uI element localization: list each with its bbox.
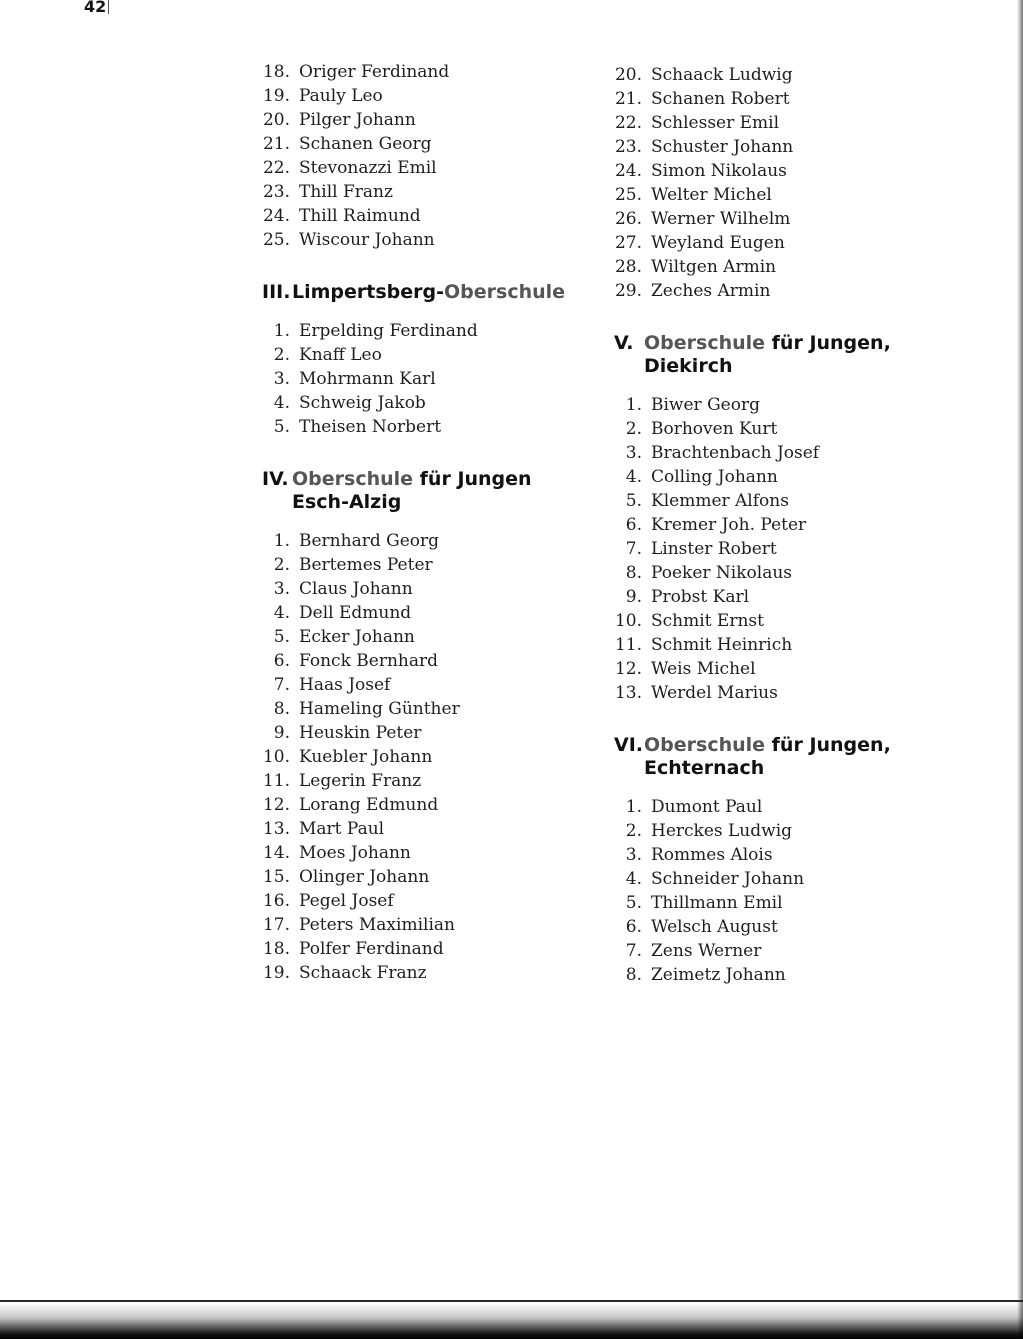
list-item-number: 27. — [614, 233, 642, 253]
list-item-name: Kremer Joh. Peter — [651, 515, 807, 535]
list-item-name: Moes Johann — [299, 843, 411, 863]
list-item-name: Dumont Paul — [651, 797, 763, 817]
list-item-number: 1. — [273, 531, 290, 551]
list-item-number: 17. — [262, 915, 290, 935]
list-item — [610, 585, 950, 609]
list-item-number: 4. — [273, 603, 290, 623]
list-item-number: 7. — [625, 539, 642, 559]
section-title-bold: für Jungen — [413, 468, 532, 490]
list-item — [610, 843, 950, 867]
list-item-number: 2. — [273, 345, 290, 365]
list-item — [258, 721, 578, 745]
list-item-name: Welter Michel — [651, 185, 772, 205]
list-item — [258, 415, 578, 439]
list-item-name: Stevonazzi Emil — [299, 158, 437, 178]
list-item — [610, 159, 950, 183]
list-item-name: Fonck Bernhard — [299, 651, 438, 671]
section-v-heading — [610, 332, 950, 378]
list-item — [258, 84, 578, 108]
list-item-name: Kuebler Johann — [299, 747, 433, 767]
section-iii-heading — [258, 281, 578, 304]
list-item-name: Biwer Georg — [651, 395, 760, 415]
list-item — [258, 577, 578, 601]
list-item-number: 20. — [614, 65, 642, 85]
section-title-colored: Oberschule — [644, 332, 766, 354]
list-item — [610, 915, 950, 939]
list-item-number: 13. — [614, 683, 642, 703]
list-item-name: Klemmer Alfons — [651, 491, 789, 511]
list-item-number: 1. — [625, 395, 642, 415]
list-item — [258, 961, 578, 985]
list-item — [258, 769, 578, 793]
list-item-number: 2. — [273, 555, 290, 575]
list-item-number: 28. — [614, 257, 642, 277]
list-item-name: Wiscour Johann — [299, 230, 435, 250]
list-item — [610, 609, 950, 633]
list-item-number: 9. — [625, 587, 642, 607]
list-item-name: Knaff Leo — [299, 345, 382, 365]
list-item-name: Bertemes Peter — [299, 555, 433, 575]
page-number: 42 — [84, 0, 107, 16]
list-item-number: 24. — [262, 206, 290, 226]
list-item-name: Brachtenbach Josef — [651, 443, 820, 463]
list-item — [258, 180, 578, 204]
list-item — [258, 865, 578, 889]
list-item-number: 16. — [262, 891, 290, 911]
list-item-name: Theisen Norbert — [299, 417, 442, 437]
section-vi-heading — [610, 734, 950, 780]
left-column — [258, 60, 578, 985]
list-item-name: Legerin Franz — [299, 771, 422, 791]
list-item-number: 6. — [625, 917, 642, 937]
list-item-name: Thillmann Emil — [651, 893, 783, 913]
list-item-number: 12. — [614, 659, 642, 679]
list-item — [258, 889, 578, 913]
list-item-name: Weyland Eugen — [651, 233, 785, 253]
list-item — [258, 391, 578, 415]
list-item-number: 5. — [625, 893, 642, 913]
list-item-number: 13. — [262, 819, 290, 839]
list-item-name: Pauly Leo — [299, 86, 383, 106]
list-item-name: Zeches Armin — [651, 281, 771, 301]
list-item-number: 22. — [262, 158, 290, 178]
list-item — [258, 625, 578, 649]
list-item-name: Schmit Heinrich — [651, 635, 793, 655]
list-item — [258, 817, 578, 841]
list-item-name: Schanen Georg — [299, 134, 432, 154]
list-item-name: Olinger Johann — [299, 867, 430, 887]
list-item — [258, 841, 578, 865]
list-item-number: 19. — [262, 963, 290, 983]
list-item-name: Lorang Edmund — [299, 795, 439, 815]
list-item-number: 9. — [273, 723, 290, 743]
scan-bottom-shadow — [0, 1303, 1023, 1339]
list-item-name: Weis Michel — [651, 659, 756, 679]
list-item — [610, 537, 950, 561]
list-item-number: 12. — [262, 795, 290, 815]
list-item-name: Linster Robert — [651, 539, 777, 559]
list-item-number: 21. — [614, 89, 642, 109]
right-column — [610, 63, 950, 987]
list-item-name: Colling Johann — [651, 467, 778, 487]
list-item-number: 5. — [625, 491, 642, 511]
list-item-name: Zens Werner — [651, 941, 762, 961]
list-item-number: 11. — [262, 771, 290, 791]
list-item — [610, 489, 950, 513]
list-item — [610, 279, 950, 303]
list-item-number: 22. — [614, 113, 642, 133]
list-item — [610, 795, 950, 819]
list-item-name: Schuster Johann — [651, 137, 794, 157]
list-item-number: 4. — [625, 869, 642, 889]
list-item — [610, 681, 950, 705]
list-item — [258, 343, 578, 367]
section-roman-numeral: V. — [614, 332, 634, 354]
list-item — [258, 601, 578, 625]
list-item — [610, 87, 950, 111]
list-item-name: Thill Franz — [299, 182, 393, 202]
list-item-name: Herckes Ludwig — [651, 821, 793, 841]
section-title-bold: für Jungen, — [765, 734, 891, 756]
list-item — [258, 697, 578, 721]
section-title-bold: Limpertsberg- — [292, 281, 445, 303]
list-item-number: 8. — [625, 563, 642, 583]
list-item-number: 4. — [273, 393, 290, 413]
section-title-bold: für Jungen, — [765, 332, 891, 354]
list-item — [258, 913, 578, 937]
list-item-number: 7. — [273, 675, 290, 695]
list-item-number: 23. — [614, 137, 642, 157]
list-item — [258, 553, 578, 577]
list-item — [610, 867, 950, 891]
list-item — [258, 937, 578, 961]
list-item — [610, 63, 950, 87]
list-item-name: Mart Paul — [299, 819, 385, 839]
list-item-name: Rommes Alois — [651, 845, 773, 865]
list-item-number: 25. — [262, 230, 290, 250]
list-item — [610, 135, 950, 159]
list-item-number: 4. — [625, 467, 642, 487]
list-item-number: 1. — [625, 797, 642, 817]
list-item-number: 20. — [262, 110, 290, 130]
list-item-name: Origer Ferdinand — [299, 62, 450, 82]
list-item — [610, 465, 950, 489]
list-item-name: Schaack Ludwig — [651, 65, 793, 85]
section-iii-list — [258, 319, 578, 439]
continued-list-right — [610, 63, 950, 303]
list-item — [610, 231, 950, 255]
list-item — [610, 633, 950, 657]
scan-edge-shadow — [1017, 0, 1023, 1339]
list-item-number: 26. — [614, 209, 642, 229]
list-item-number: 21. — [262, 134, 290, 154]
list-item-number: 3. — [273, 369, 290, 389]
list-item-name: Probst Karl — [651, 587, 750, 607]
list-item-name: Schlesser Emil — [651, 113, 780, 133]
list-item-name: Wiltgen Armin — [651, 257, 777, 277]
list-item-name: Erpelding Ferdinand — [299, 321, 478, 341]
list-item-number: 14. — [262, 843, 290, 863]
list-item — [258, 673, 578, 697]
list-item — [258, 529, 578, 553]
list-item-number: 25. — [614, 185, 642, 205]
list-item — [610, 255, 950, 279]
list-item — [610, 657, 950, 681]
list-item-number: 3. — [625, 845, 642, 865]
list-item-number: 19. — [262, 86, 290, 106]
list-item-number: 3. — [273, 579, 290, 599]
list-item — [610, 183, 950, 207]
section-iv-heading — [258, 468, 578, 514]
list-item — [258, 367, 578, 391]
list-item — [610, 111, 950, 135]
list-item — [610, 939, 950, 963]
list-item-number: 5. — [273, 417, 290, 437]
list-item-number: 7. — [625, 941, 642, 961]
list-item-number: 8. — [625, 965, 642, 985]
list-item-name: Dell Edmund — [299, 603, 412, 623]
continued-list-left — [258, 60, 578, 252]
list-item — [610, 513, 950, 537]
section-v-list — [610, 393, 950, 705]
list-item-name: Haas Josef — [299, 675, 391, 695]
list-item-number: 1. — [273, 321, 290, 341]
list-item-name: Schanen Robert — [651, 89, 790, 109]
list-item — [258, 745, 578, 769]
section-title-colored: Oberschule — [292, 468, 414, 490]
list-item-number: 2. — [625, 821, 642, 841]
section-roman-numeral: VI. — [614, 734, 643, 756]
list-item — [258, 319, 578, 343]
list-item — [610, 441, 950, 465]
list-item-number: 10. — [614, 611, 642, 631]
list-item-name: Claus Johann — [299, 579, 413, 599]
list-item — [258, 132, 578, 156]
list-item-name: Pilger Johann — [299, 110, 416, 130]
list-item-name: Schneider Johann — [651, 869, 805, 889]
list-item — [610, 819, 950, 843]
list-item-number: 5. — [273, 627, 290, 647]
list-item — [258, 60, 578, 84]
section-roman-numeral: III. — [262, 281, 291, 303]
list-item-number: 15. — [262, 867, 290, 887]
list-item-number: 18. — [262, 939, 290, 959]
list-item — [258, 156, 578, 180]
list-item-number: 18. — [262, 62, 290, 82]
list-item-name: Peters Maximilian — [299, 915, 455, 935]
scan-bottom-rule — [0, 1300, 1023, 1302]
list-item-number: 23. — [262, 182, 290, 202]
list-item-number: 10. — [262, 747, 290, 767]
list-item-number: 29. — [614, 281, 642, 301]
section-subtitle: Diekirch — [644, 355, 733, 377]
list-item-number: 6. — [273, 651, 290, 671]
list-item-name: Hameling Günther — [299, 699, 460, 719]
list-item-number: 6. — [625, 515, 642, 535]
list-item-name: Simon Nikolaus — [651, 161, 787, 181]
list-item — [610, 561, 950, 585]
list-item-name: Werdel Marius — [651, 683, 778, 703]
list-item-name: Borhoven Kurt — [651, 419, 778, 439]
list-item-name: Bernhard Georg — [299, 531, 440, 551]
list-item-name: Schweig Jakob — [299, 393, 426, 413]
section-subtitle: Esch-Alzig — [292, 491, 402, 513]
list-item-name: Poeker Nikolaus — [651, 563, 793, 583]
list-item — [258, 204, 578, 228]
list-item-name: Schmit Ernst — [651, 611, 764, 631]
section-roman-numeral: IV. — [262, 468, 289, 490]
list-item-number: 11. — [614, 635, 642, 655]
list-item-number: 2. — [625, 419, 642, 439]
page-number-divider — [108, 0, 109, 14]
list-item — [610, 891, 950, 915]
list-item-name: Welsch August — [651, 917, 778, 937]
list-item — [258, 649, 578, 673]
list-item-name: Thill Raimund — [299, 206, 421, 226]
list-item-number: 3. — [625, 443, 642, 463]
section-title-colored: Oberschule — [644, 734, 766, 756]
list-item-number: 8. — [273, 699, 290, 719]
list-item-name: Zeimetz Johann — [651, 965, 786, 985]
section-iv-list — [258, 529, 578, 985]
section-vi-list — [610, 795, 950, 987]
list-item-name: Schaack Franz — [299, 963, 427, 983]
list-item-name: Werner Wilhelm — [651, 209, 791, 229]
list-item-name: Mohrmann Karl — [299, 369, 436, 389]
list-item-number: 24. — [614, 161, 642, 181]
list-item-name: Ecker Johann — [299, 627, 415, 647]
section-title-colored: Oberschule — [444, 281, 566, 303]
list-item — [610, 393, 950, 417]
list-item — [610, 207, 950, 231]
list-item — [258, 793, 578, 817]
list-item — [610, 963, 950, 987]
list-item-name: Polfer Ferdinand — [299, 939, 444, 959]
list-item — [610, 417, 950, 441]
list-item-name: Pegel Josef — [299, 891, 394, 911]
list-item — [258, 108, 578, 132]
list-item — [258, 228, 578, 252]
list-item-name: Heuskin Peter — [299, 723, 422, 743]
section-subtitle: Echternach — [644, 757, 765, 779]
